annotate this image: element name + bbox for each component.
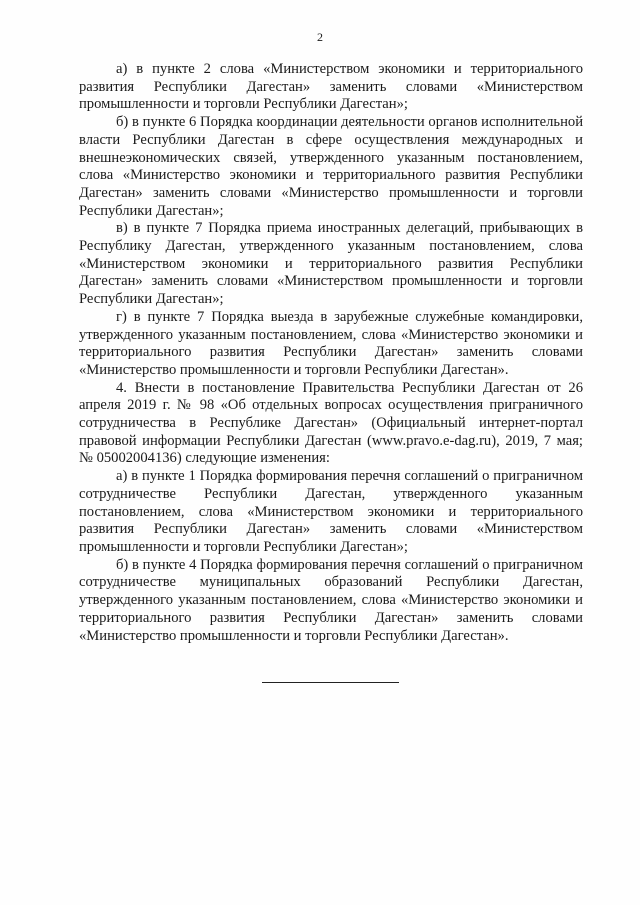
paragraph-item-4-a: а) в пункте 1 Порядка формирования перечня соглашений о приграничном сотрудничестве Республики Дагестан, утвержденного указанным постановлением, слова «Министерством экономики и территориального развития Республики Дагестан» заменить словами «Министерством промышленности и торговли Республики Дагестан»; <box>79 468 583 555</box>
paragraph-amendment-b: б) в пункте 6 Порядка координации деятельности органов исполнительной власти Республики Дагестан в сфере осуществления международных и внешнеэкономических связей, утвержденного указанным постановлением, слова «Министерство экономики и территориального развития Республики Дагестан» заменить словами «Министерство промышленности и торговли Республики Дагестан»; <box>79 114 583 219</box>
document-body <box>79 61 583 645</box>
paragraph-item-4: 4. Внести в постановление Правительства Республики Дагестан от 26 апреля 2019 г. № 98 «Об отдельных вопросах осуществления приграничного сотрудничества в Республике Дагестан» (Официальный интернет-портал правовой информации Республики Дагестан (www.pravo.e-dag.ru), 2019, 7 мая; № 05002004136) следующие изменения: <box>79 379 583 467</box>
paragraph-amendment-v: в) в пункте 7 Порядка приема иностранных делегаций, прибывающих в Республику Дагестан, утвержденного указанным постановлением, слова «Министерством экономики и территориального развития Республики Дагестан» заменить словами «Министерством промышленности и торговли Республики Дагестан»; <box>79 220 583 308</box>
paragraph-item-4-b: б) в пункте 4 Порядка формирования перечня соглашений о приграничном сотрудничестве муниципальных образований Республики Дагестан, утвержденного указанным постановлением, слова «Министерство экономики и территориального развития Республики Дагестан» заменить словами «Министерство промышленности и торговли Республики Дагестан». <box>79 556 583 644</box>
paragraph-amendment-g: г) в пункте 7 Порядка выезда в зарубежные служебные командировки, утвержденного указанным постановлением, слова «Министерство экономики и территориального развития Республики Дагестан» заменить словами «Министерство промышленности и торговли Республики Дагестан». <box>79 308 583 378</box>
paragraph-amendment-a: а) в пункте 2 слова «Министерством экономики и территориального развития Республики Дагестан» заменить словами «Министерством промышленности и торговли Республики Дагестан»; <box>79 61 583 113</box>
page-number: 2 <box>317 30 323 44</box>
end-separator-line <box>262 682 399 683</box>
